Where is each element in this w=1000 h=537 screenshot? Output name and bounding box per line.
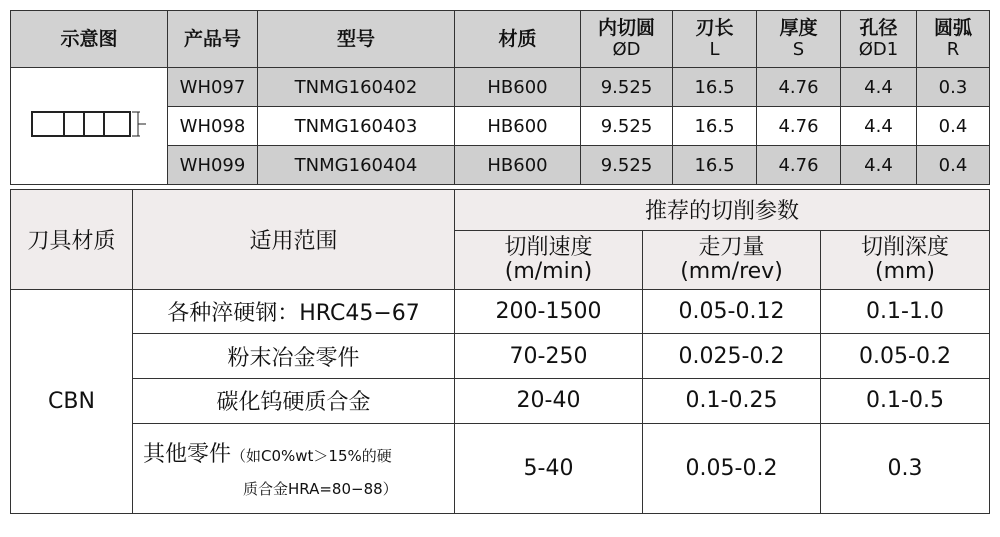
edge-length: 16.5 xyxy=(673,107,757,146)
cutting-speed: 5-40 xyxy=(455,423,643,513)
feed: 0.025-0.2 xyxy=(643,334,821,379)
cutting-speed: 200-1500 xyxy=(455,289,643,334)
header-hole-dia-label: 孔径 xyxy=(859,17,898,39)
header-edge-length-sub: L xyxy=(709,39,720,60)
header-feed xyxy=(643,230,821,289)
scope xyxy=(133,423,455,513)
product-table xyxy=(10,10,990,185)
header-thickness-label: 厚度 xyxy=(779,17,818,39)
model: TNMG160404 xyxy=(258,146,455,185)
scope-other-line xyxy=(133,437,454,468)
depth: 0.1-1.0 xyxy=(821,289,990,334)
edge-length: 16.5 xyxy=(673,68,757,107)
depth: 0.3 xyxy=(821,423,990,513)
header-product-no: 产品号 xyxy=(168,11,258,68)
header-cutting-speed-unit: (m/min) xyxy=(504,258,593,284)
model: TNMG160403 xyxy=(258,107,455,146)
radius: 0.4 xyxy=(917,146,990,185)
feed: 0.1-0.25 xyxy=(643,378,821,423)
header-cutting-speed xyxy=(455,230,643,289)
header-hole-dia-sub: ØD1 xyxy=(858,39,899,60)
product-no: WH099 xyxy=(168,146,258,185)
hole-dia: 4.4 xyxy=(841,146,917,185)
scope: 粉末冶金零件 xyxy=(133,334,455,379)
header-scope: 适用范围 xyxy=(133,190,455,290)
header-radius-label: 圆弧 xyxy=(933,17,972,39)
thickness: 4.76 xyxy=(757,107,841,146)
header-recommended-params: 推荐的切削参数 xyxy=(455,190,990,231)
table-row xyxy=(11,68,990,107)
header-thickness xyxy=(757,11,841,68)
thickness: 4.76 xyxy=(757,68,841,107)
model: TNMG160402 xyxy=(258,68,455,107)
inscribed-circle: 9.525 xyxy=(581,107,673,146)
header-edge-length-label: 刃长 xyxy=(695,17,734,39)
header-feed-label: 走刀量 xyxy=(698,234,765,260)
product-no: WH097 xyxy=(168,68,258,107)
material: HB600 xyxy=(455,68,581,107)
radius: 0.3 xyxy=(917,68,990,107)
header-cutting-speed-label: 切削速度 xyxy=(504,234,593,260)
header-inscribed-circle xyxy=(581,11,673,68)
header-feed-unit: (mm/rev) xyxy=(680,258,783,284)
header-model: 型号 xyxy=(258,11,455,68)
feed: 0.05-0.12 xyxy=(643,289,821,334)
product-no: WH098 xyxy=(168,107,258,146)
header-radius xyxy=(917,11,990,68)
header-hole-dia xyxy=(841,11,917,68)
depth: 0.05-0.2 xyxy=(821,334,990,379)
header-edge-length xyxy=(673,11,757,68)
table-row xyxy=(11,378,990,423)
feed: 0.05-0.2 xyxy=(643,423,821,513)
header-inscribed-circle-sub: ØD xyxy=(612,39,641,60)
header-material: 材质 xyxy=(455,11,581,68)
header-inscribed-circle-label: 内切圆 xyxy=(597,17,655,39)
header-radius-sub: R xyxy=(946,39,960,60)
cutting-speed: 20-40 xyxy=(455,378,643,423)
scope-other-parts: 其他零件 xyxy=(143,442,232,468)
hole-dia: 4.4 xyxy=(841,107,917,146)
header-diagram: 示意图 xyxy=(11,11,168,68)
depth: 0.1-0.5 xyxy=(821,378,990,423)
scope: 各种淬硬钢：HRC45−67 xyxy=(133,289,455,334)
tool-material-cbn: CBN xyxy=(11,289,133,513)
inscribed-circle: 9.525 xyxy=(581,68,673,107)
table-row xyxy=(11,423,990,513)
header-tool-material: 刀具材质 xyxy=(11,190,133,290)
thickness: 4.76 xyxy=(757,146,841,185)
header-depth-label: 切削深度 xyxy=(860,234,949,260)
cutting-speed: 70-250 xyxy=(455,334,643,379)
scope-note-2: 质合金HRA=80−88） xyxy=(243,480,398,499)
scope-note-1: （如C0%wt＞15%的硬 xyxy=(231,447,392,466)
edge-length: 16.5 xyxy=(673,146,757,185)
table-row xyxy=(11,334,990,379)
insert-side-view-icon xyxy=(24,104,154,144)
insert-diagram xyxy=(11,68,168,185)
scope: 碳化钨硬质合金 xyxy=(133,378,455,423)
cutting-parameters-table xyxy=(10,189,990,514)
header-depth-unit: (mm) xyxy=(874,258,936,284)
header-thickness-sub: S xyxy=(792,39,805,60)
inscribed-circle: 9.525 xyxy=(581,146,673,185)
header-depth xyxy=(821,230,990,289)
table-row xyxy=(11,289,990,334)
material: HB600 xyxy=(455,107,581,146)
material: HB600 xyxy=(455,146,581,185)
hole-dia: 4.4 xyxy=(841,68,917,107)
radius: 0.4 xyxy=(917,107,990,146)
